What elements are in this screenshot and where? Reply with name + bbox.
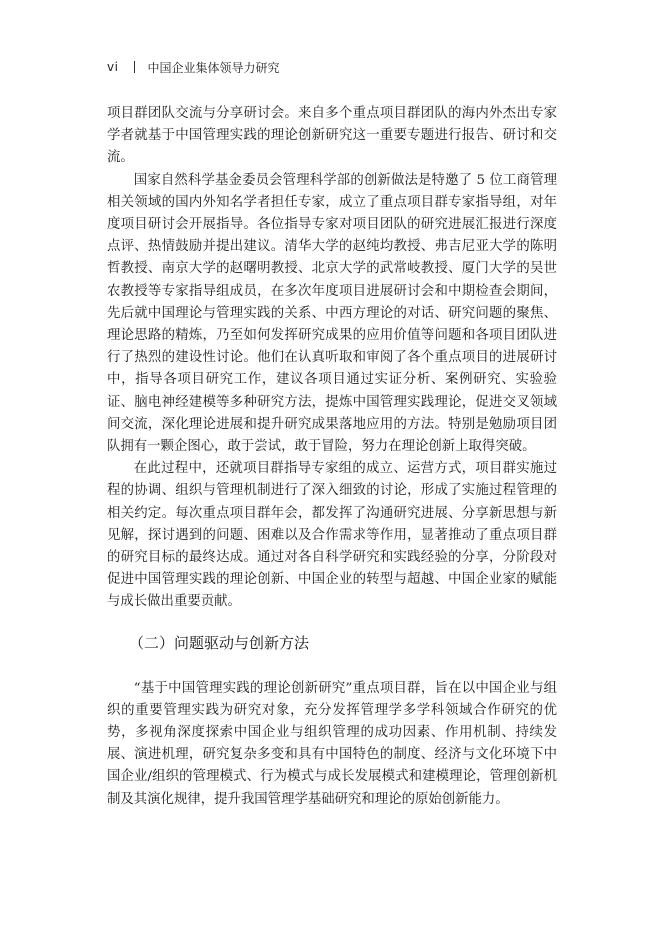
page-body [107, 103, 557, 811]
header-separator [134, 61, 135, 73]
running-header [107, 56, 279, 78]
page-number: vi [107, 60, 119, 74]
paragraph-section-intro: “基于中国管理实践的理论创新研究”重点项目群，旨在以中国企业与组织的重要管理实践为研究对象，充分发挥管理学多学科领域合作研究的优势，多视角深度探索中国企业与组织管理的成功因素、作用机制、持续发展、演进机理，研究复杂多变和具有中国特色的制度、经济与文化环境下中国企业/组织的管理模式、行为模式与成长发展模式和建模理论，管理创新机制及其演化规律，提升我国管理学基础研究和理论的原始创新能力。 [107, 680, 557, 807]
paragraph-process: 在此过程中，还就项目群指导专家组的成立、运营方式，项目群实施过程的协调、组织与管理机制进行了深入细致的讨论，形成了实施过程管理的相关约定。每次重点项目群年会，都发挥了沟通研究进展、分享新思想与新见解，探讨遇到的问题、困难以及合作需求等作用，显著推动了重点项目群的研究目标的最终达成。通过对各自科学研究和实践经验的分享，分阶段对促进中国管理实践的理论创新、中国企业的转型与超越、中国企业家的赋能与成长做出重要贡献。 [107, 461, 557, 610]
paragraph-expert-group: 国家自然科学基金委员会管理科学部的创新做法是特邀了 5 位工商管理相关领域的国内外知名学者担任专家，成立了重点项目群专家指导组，对年度项目研讨会开展指导。各位指导专家对项目团队的研究进展汇报进行深度点评、热情鼓励并提出建议。清华大学的赵纯均教授、弗吉尼亚大学的陈明哲教授、南京大学的赵曙明教授、北京大学的武常岐教授、厦门大学的吴世农教授等专家指导组成员，在多次年度项目进展研讨会和中期检查会期间，先后就中国理论与管理实践的关系、中西方理论的对话、研究问题的聚焦、理论思路的精炼，乃至如何发挥研究成果的应用价值等问题和各项目团队进行了热烈的建设性讨论。他们在认真听取和审阅了各个重点项目的进展研讨中，指导各项目研究工作，建议各项目通过实证分析、案例研究、实验验证、脑电神经建模等多种研究方法，提炼中国管理实践理论，促进交叉领域间交流，深化理论进展和提升研究成果落地应用的方法。特别是勉励项目团队拥有一颗企图心，敢于尝试，敢于冒险，努力在理论创新上取得突破。 [107, 172, 557, 455]
section-heading: （二）问题驱动与创新方法 [129, 633, 310, 652]
section-spacer [107, 658, 557, 678]
book-title: 中国企业集体领导力研究 [147, 60, 280, 75]
paragraph-continued: 项目群团队交流与分享研讨会。来自多个重点项目群团队的海内外杰出专家学者就基于中国管理实践的理论创新研究这一重要专题进行报告、研讨和交流。 [107, 106, 557, 166]
